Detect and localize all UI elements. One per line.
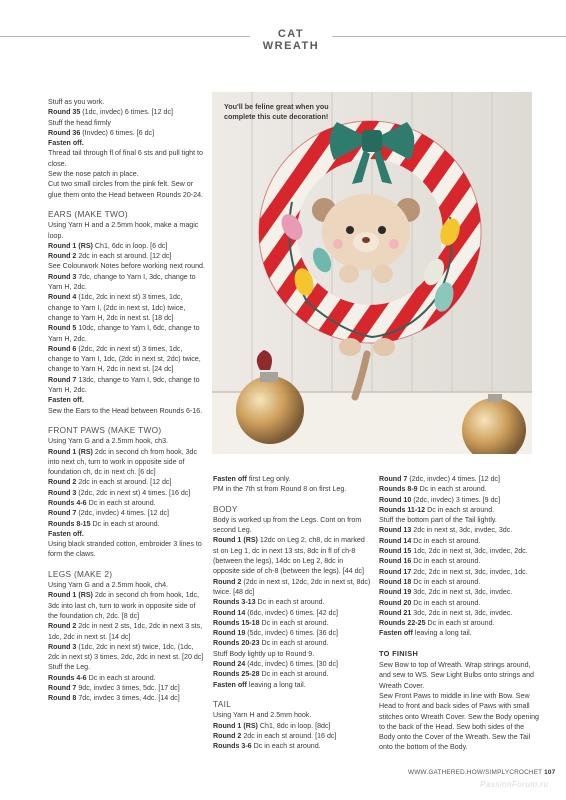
column-3 bbox=[379, 474, 539, 753]
section-heading-ears: EARS (MAKE TWO) bbox=[48, 208, 128, 219]
text-line: Rounds 4-6 Dc in each st around. bbox=[48, 673, 156, 682]
text-line: Sew the nose patch in place. bbox=[48, 170, 139, 179]
text-line: Round 36 (Invdec) 6 times. [6 dc] bbox=[48, 128, 155, 137]
column-1 bbox=[48, 97, 206, 704]
text-line: Round 1 (RS) 2dc in second ch from hook, 1dc, 3dc into last ch, turn to work in opposite side of the foundation ch, 2dc. [8 dc] bbox=[48, 591, 199, 620]
wreath-photo bbox=[212, 92, 532, 454]
page-title: CAT WREATH bbox=[262, 28, 320, 52]
text-line: Using Yarn G and a 2.5mm hook, ch3. bbox=[48, 437, 169, 446]
text-line: Round 2 2dc in each st around. [12 dc] bbox=[48, 478, 172, 487]
text-line: Round 2 (2dc in next st, 12dc, 2dc in next st, 8dc) twice. [48 dc] bbox=[213, 577, 371, 596]
text-line: Round 3 (2dc, 2dc in next st) 4 times. [16 dc] bbox=[48, 488, 191, 497]
text-line: Round 10 (2dc, invdec) 3 times. [9 dc] bbox=[379, 495, 501, 504]
text-line: Round 1 (RS) 2dc in second ch from hook, 3dc into next ch, turn to work in opposite side of foundation ch, dc in next ch. [6 dc] bbox=[48, 447, 198, 477]
text-line: Round 2 2dc in each st around. [16 dc] bbox=[213, 731, 337, 740]
section-heading-body: BODY bbox=[213, 503, 238, 514]
text-line: Stuff the head firmly bbox=[48, 118, 111, 127]
text-line: See Colourwork Notes before working next round. bbox=[48, 262, 205, 271]
text-line: Round 17 2dc, 2dc in next st, 3dc, invdec, 1dc. bbox=[379, 567, 528, 576]
photo-caption: You'll be feline great when you complete this cute decoration! bbox=[224, 102, 329, 121]
text-line: Fasten off. bbox=[48, 396, 84, 405]
text-line: Fasten off first Leg only. bbox=[213, 475, 291, 483]
text-line: Round 1 (RS) 12dc on Leg 2, ch8, dc in marked st on Leg 1, dc in next 13 sts, 8dc in fl of ch-8 (between the legs), 14dc on Leg 2, 8dc in opposite side of ch-8 (between the legs). [44 dc] bbox=[213, 536, 365, 576]
watermark: PassionForum.ru bbox=[480, 780, 549, 789]
text-line: Round 7 (2dc, invdec) 4 times. [12 dc] bbox=[379, 475, 501, 483]
text-line: Using Yarn H and a 2.5mm hook, make a magic loop. bbox=[48, 221, 199, 240]
text-line: Fasten off leaving a long tail. bbox=[213, 680, 306, 689]
text-line: Round 13 2dc in next st, 3dc, invdec, 3dc. bbox=[379, 526, 513, 535]
text-line: Using Yarn H and 2.5mm hook. bbox=[213, 711, 312, 720]
text-line: Fasten off. bbox=[48, 529, 84, 538]
header-rule-right bbox=[332, 36, 566, 37]
text-line: Round 7 13dc, change to Yarn I, 9dc, change to Yarn H, 2dc. bbox=[48, 375, 200, 395]
text-line: Sew Front Paws to middle in line with Bow. Sew Head to front and back sides of Paws with small stitches onto Wreath Cover. Sew the Body opening to the back of the Head. Sew both sides of the Body onto the Cover of the Wreath. Sew the Tail onto the bottom of the Body. bbox=[379, 691, 539, 752]
text-line: Rounds 3-13 Dc in each st around. bbox=[213, 598, 325, 607]
text-line: Sew Bow to top of Wreath. Wrap strings around, and sew to WS. Sew Light Bulbs onto strings and Wreath Cover. bbox=[379, 661, 534, 690]
text-line: Round 4 (1dc, 2dc in next st) 3 times, 1dc, change to Yarn I, (2dc in next st, 1dc) twice, change to Yarn H, 2dc in next st. [18 dc] bbox=[48, 293, 186, 322]
text-line: Sew the Ears to the Head between Rounds 6-16. bbox=[48, 406, 203, 415]
text-line: PM in the 7th st from Round 8 on first Leg. bbox=[213, 485, 347, 494]
text-line: Cut two small circles from the pink felt. Sew or glue them onto the Head between Rounds 20-24. bbox=[48, 180, 203, 199]
text-line: Round 18 Dc in each st around. bbox=[379, 577, 481, 586]
text-line: Round 8 7dc, invdec 3 times, 4dc. [14 dc] bbox=[48, 694, 180, 703]
text-line: Thread tail through fl of final 6 sts and pull tight to close. bbox=[48, 149, 203, 168]
text-line: Stuff the Leg. bbox=[48, 663, 91, 672]
page-footer bbox=[408, 769, 555, 776]
text-line: Rounds 8-9 Dc in each st around. bbox=[379, 485, 487, 494]
footer-url: WWW.GATHERED.HOW/SIMPLYCROCHET bbox=[408, 769, 543, 776]
text-line: Round 2 2dc in each st around. [12 dc] bbox=[48, 252, 172, 261]
section-heading-legs: LEGS (MAKE 2) bbox=[48, 568, 113, 579]
text-line: Round 3 7dc, change to Yarn I, 3dc, change to Yarn H, 2dc. bbox=[48, 272, 196, 292]
section-heading-tail: TAIL bbox=[213, 698, 232, 709]
text-line: Round 1 (RS) Ch1, 8dc in loop. [8dc] bbox=[213, 721, 331, 730]
text-line: Round 1 (RS) Ch1, 6dc in loop. [6 dc] bbox=[48, 241, 168, 250]
text-line: Rounds 22-25 Dc in each st around. bbox=[379, 619, 495, 628]
text-line: Round 7 (2dc, invdec) 4 times. [12 dc] bbox=[48, 509, 170, 518]
text-line: Round 14 (6dc, invdec) 6 times. [42 dc] bbox=[213, 608, 338, 617]
text-line: Rounds 8-15 Dc in each st around. bbox=[48, 519, 160, 528]
text-line: Using black stranded cotton, embroider 3 lines to form the claws. bbox=[48, 540, 202, 559]
text-line: Round 6 (2dc, 2dc in next st) 3 times, 1dc, change to Yarn I, 1dc, (2dc in next st, 2dc) twice, change to Yarn H, 2dc in next st. [24 dc] bbox=[48, 344, 201, 374]
text-line: Round 7 9dc, invdec 3 times, 5dc. [17 dc] bbox=[48, 684, 180, 693]
text-line: Round 21 3dc, 2dc in next st, 3dc, invdec. bbox=[379, 608, 513, 617]
text-line: Round 5 10dc, change to Yarn I, 6dc, change to Yarn H, 2dc. bbox=[48, 324, 200, 343]
text-line: Round 3 (1dc, 2dc in next st) twice, 1dc, (1dc, 2dc in next st) 3 times, 2dc, 2dc in next st. [20 dc] bbox=[48, 642, 204, 662]
text-line: Round 24 (4dc, invdec) 6 times. [30 dc] bbox=[213, 660, 338, 669]
text-line: Round 35 (1dc, invdec) 6 times. [12 dc] bbox=[48, 108, 173, 117]
text-line: Rounds 15-18 Dc in each st around. bbox=[213, 618, 329, 627]
text-line: Round 14 Dc in each st around. bbox=[379, 536, 481, 545]
section-heading-to-finish: TO FINISH bbox=[379, 648, 419, 658]
column-2 bbox=[213, 474, 371, 751]
text-line: Round 16 Dc in each st around. bbox=[379, 557, 481, 566]
text-line: Round 19 3dc, 2dc in next st, 3dc, invdec. bbox=[379, 588, 513, 597]
text-line: Round 15 1dc, 2dc in next st, 3dc, invdec, 2dc. bbox=[379, 547, 528, 556]
header-rule-left bbox=[0, 36, 250, 37]
text-line: Rounds 11-12 Dc in each st around. bbox=[379, 505, 495, 514]
text-line: Using Yarn G and a 2.5mm hook, ch4. bbox=[48, 581, 169, 590]
text-line: Rounds 20-23 Dc in each st around. bbox=[213, 639, 329, 648]
page-header bbox=[0, 26, 566, 52]
text-line: Fasten off. bbox=[48, 139, 84, 148]
text-line: Rounds 4-6 Dc in each st around. bbox=[48, 498, 156, 507]
text-line: Fasten off leaving a long tail. bbox=[379, 629, 472, 638]
text-line: Stuff Body lightly up to Round 9. bbox=[213, 649, 315, 658]
wreath-illustration bbox=[212, 92, 532, 454]
text-line: Body is worked up from the Legs. Cont on from second Leg. bbox=[213, 515, 362, 535]
section-heading-front-paws: FRONT PAWS (MAKE TWO) bbox=[48, 424, 162, 435]
text-line: Rounds 3-6 Dc in each st around. bbox=[213, 742, 321, 751]
page-number: 107 bbox=[544, 769, 556, 776]
text-line: Round 19 (5dc, invdec) 6 times. [36 dc] bbox=[213, 629, 338, 638]
text-line: Stuff as you work. bbox=[48, 98, 105, 106]
text-line: Round 20 Dc in each st around. bbox=[379, 598, 481, 607]
text-line: Rounds 25-28 Dc in each st around. bbox=[213, 670, 329, 679]
text-line: Stuff the bottom part of the Tail lightly. bbox=[379, 516, 497, 525]
text-line: Round 2 2dc in next 2 sts, 1dc, 2dc in next 3 sts, 1dc, 2dc in next st. [14 dc] bbox=[48, 622, 203, 641]
